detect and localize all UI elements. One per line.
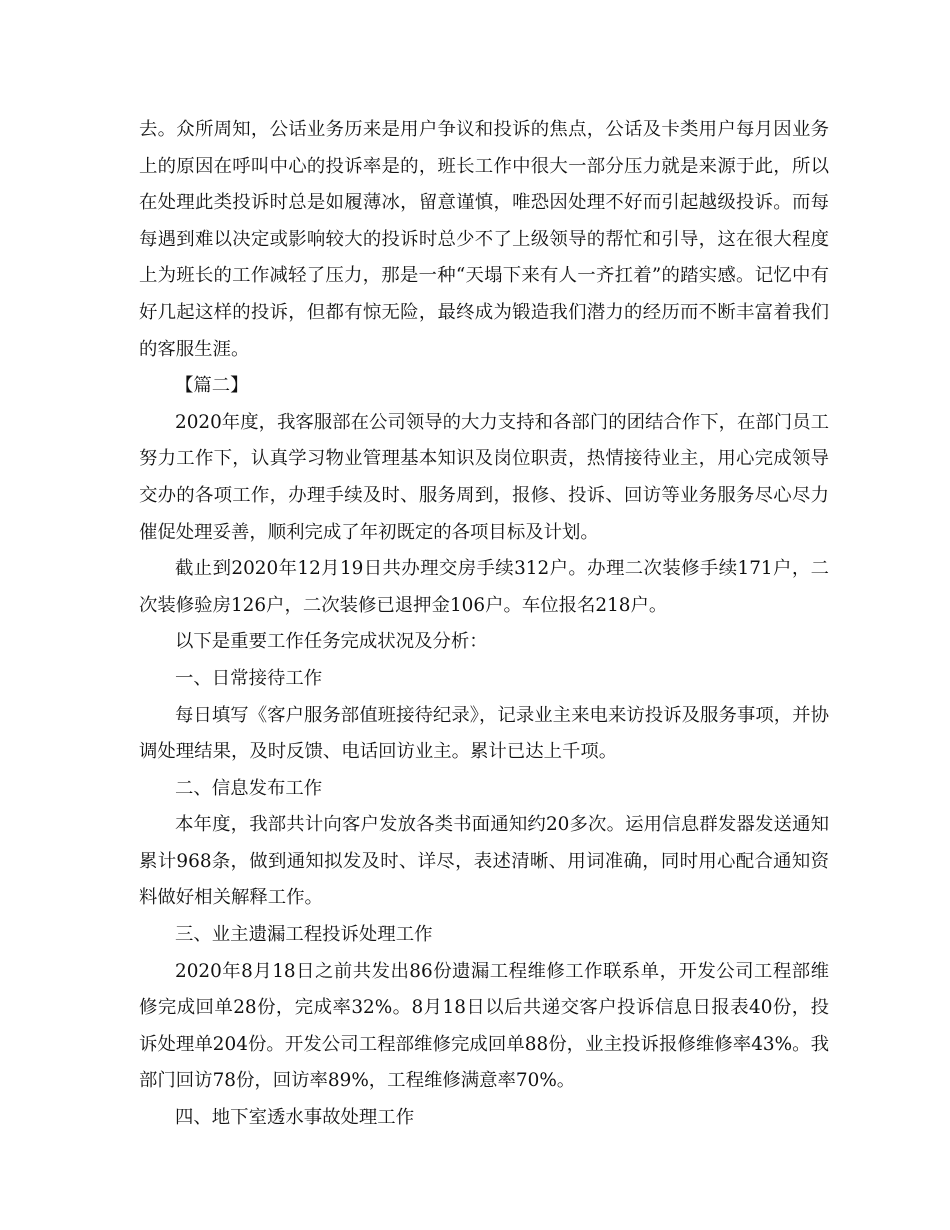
document-body (139, 112, 829, 1137)
paragraph-reception: 每日填写《客户服务部值班接待纪录》，记录业主来电来访投诉及服务事项，并协调处理结果，及时反馈、电话回访业主。累计已达上千项。 (139, 704, 829, 763)
section-heading-notices: 二、信息发布工作 (175, 777, 323, 799)
paragraph-intro: 去。众所周知，公话业务历来是用户争议和投诉的焦点，公话及卡类用户每月因业务上的原因在呼叫中心的投诉率是的，班长工作中很大一部分压力就是来源于此，所以在处理此类投诉时总是如履薄冰，留意谨慎，唯恐因处理不好而引起越级投诉。而每每遇到难以决定或影响较大的投诉时总少不了上级领导的帮忙和引导，这在很大程度上为班长的工作减轻了压力，那是一种“天塌下来有人一齐扛着”的踏实感。记忆中有好几起这样的投诉，但都有惊无险，最终成为锻造我们潜力的经历而不断丰富着我们的客服生涯。 (139, 119, 829, 360)
paragraph-annual-summary: 2020年度，我客服部在公司领导的大力支持和各部门的团结合作下，在部门员工努力工作下，认真学习物业管理基本知识及岗位职责，热情接待业主，用心完成领导交办的各项工作，办理手续及时、服务周到，报修、投诉、回访等业务服务尽心尽力催促处理妥善，顺利完成了年初既定的各项目标及计划。 (139, 411, 829, 543)
section-heading-reception: 一、日常接待工作 (175, 667, 323, 689)
paragraph-notices: 本年度，我部共计向客户发放各类书面通知约20多次。运用信息群发器发送通知累计968条，做到通知拟发及时、详尽，表述清晰、用词准确，同时用心配合通知资料做好相关解释工作。 (139, 814, 829, 909)
paragraph-statistics: 截止到2020年12月19日共办理交房手续312户。办理二次装修手续171户，二次装修验房126户，二次装修已退押金106户。车位报名218户。 (139, 558, 829, 616)
paragraph-complaints: 2020年8月18日之前共发出86份遗漏工程维修工作联系单，开发公司工程部维修完成回单28份，完成率32%。8月18日以后共递交客户投诉信息日报表40份，投诉处理单204份。开发公司工程部维修完成回单88份，业主投诉报修维修率43%。我部门回访78份，回访率89%，工程维修满意率70%。 (139, 960, 829, 1092)
section-heading-complaints: 三、业主遗漏工程投诉处理工作 (175, 924, 433, 946)
section-heading-basement: 四、地下室透水事故处理工作 (175, 1107, 415, 1129)
paragraph-task-intro: 以下是重要工作任务完成状况及分析： (175, 631, 488, 653)
section-heading-part-two: 【篇二】 (175, 375, 249, 397)
